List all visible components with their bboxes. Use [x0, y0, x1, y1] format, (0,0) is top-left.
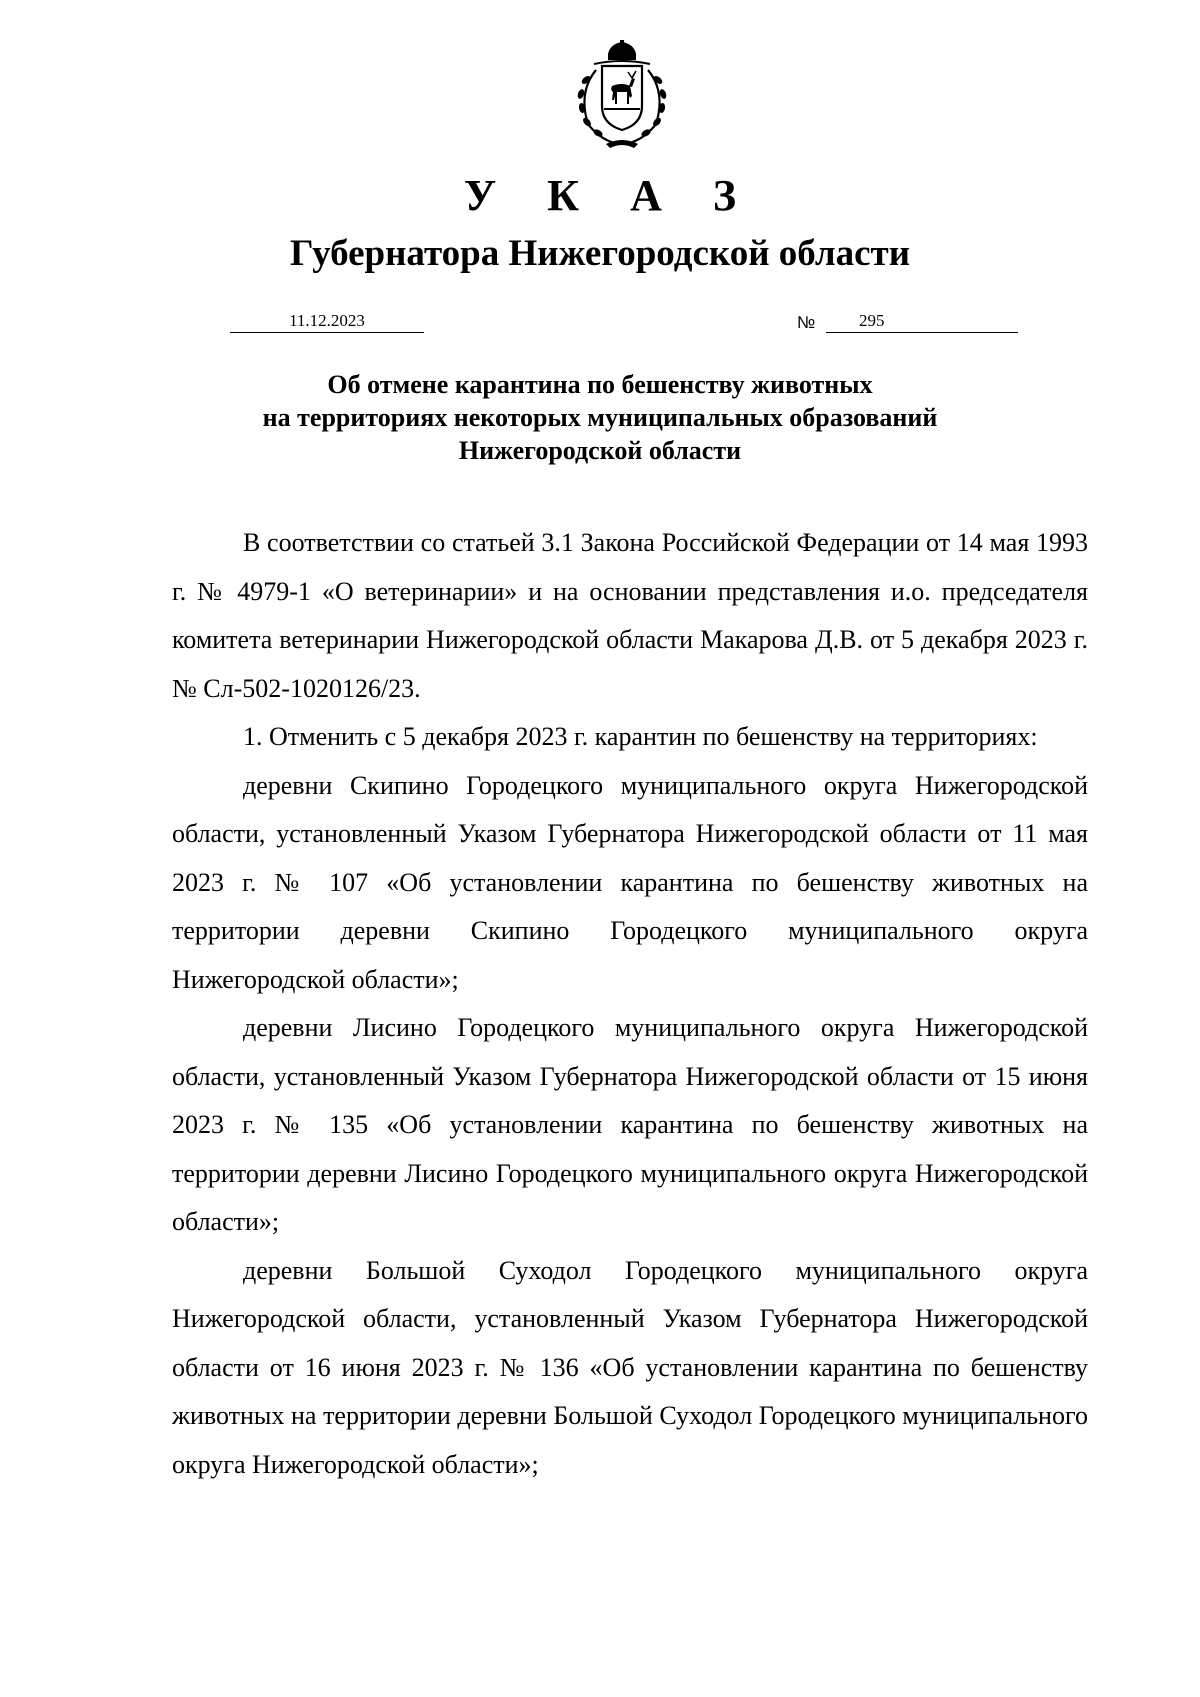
decree-date: 11.12.2023	[230, 310, 424, 333]
preamble-paragraph: В соответствии со статьей 3.1 Закона Российской Федерации от 14 мая 1993 г. № 4979-1 «О ветеринарии» и на основании представления и.о. председателя комитета ветеринарии Нижегородской области Макарова Д.В. от 5 декабря 2023 г. № Сл-502-1020126/23.	[172, 528, 1088, 703]
territory-bolshoy-sukhodol-paragraph: деревни Большой Суходол Городецкого муниципального округа Нижегородской области, установленный Указом Губернатора Нижегородской области от 16 июня 2023 г. № 136 «Об установлении карантина по бешенству животных на территории деревни Большой Суходол Городецкого муниципального округа Нижегородской области»;	[172, 1255, 1088, 1479]
decree-subtitle: Губернатора Нижегородской области	[289, 233, 911, 274]
decree-number: 295	[859, 311, 885, 330]
number-sign: №	[797, 313, 816, 332]
decree-title: У К А З	[463, 171, 757, 220]
subject-line-2: на территориях некоторых муниципальных образований	[262, 403, 938, 432]
subject-line-1: Об отмене карантина по бешенству животных	[327, 370, 873, 399]
decree-body	[172, 519, 1088, 1489]
coat-of-arms-icon	[572, 40, 672, 150]
subject-line-3: Нижегородской области	[458, 436, 742, 465]
territory-lisino-paragraph: деревни Лисино Городецкого муниципального округа Нижегородской области, установленный Указом Губернатора Нижегородской области от 15 июня 2023 г. № 135 «Об установлении карантина по бешенству животных на территории деревни Лисино Городецкого муниципального округа Нижегородской области»;	[172, 1013, 1088, 1236]
decree-number-field	[826, 310, 1018, 333]
clause-1-paragraph: 1. Отменить с 5 декабря 2023 г. карантин по бешенству на территориях:	[243, 722, 1038, 751]
decree-subject	[0, 368, 1200, 467]
territory-skipino-paragraph: деревни Скипино Городецкого муниципального округа Нижегородской области, установленный Указом Губернатора Нижегородской области от 11 мая 2023 г. № 107 «Об установлении карантина по бешенству животных на территории деревни Скипино Городецкого муниципального округа Нижегородской области»;	[172, 770, 1088, 994]
